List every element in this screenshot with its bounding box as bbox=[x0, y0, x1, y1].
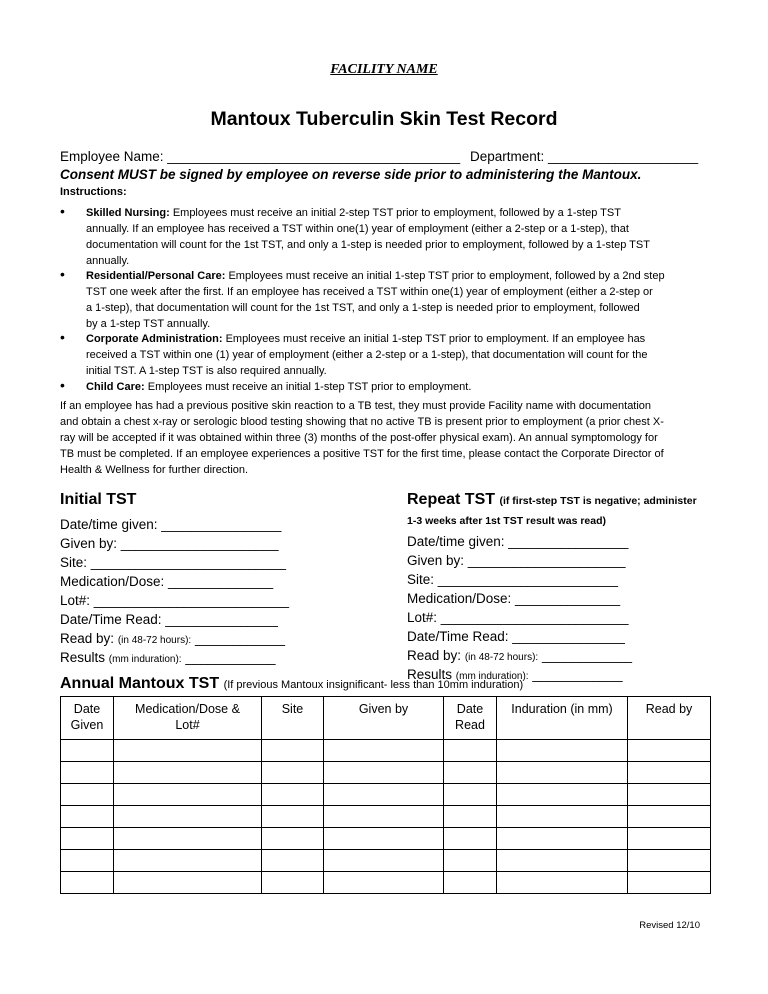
table-cell[interactable] bbox=[497, 806, 628, 828]
table-cell[interactable] bbox=[114, 850, 262, 872]
page-title: Mantoux Tuberculin Skin Test Record bbox=[210, 108, 558, 130]
positive-reaction-paragraph: If an employee has had a previous positive skin reaction to a TB test, they must provide Facility name with documentation and obtain a chest x-ray or serologic blood testing showing that no active TB is present prior to employment (a prior chest X- ray will be accepted if it was obtained within three (3) months of the post-offer physical exam). An annual symptomology for TB must be completed. If an employee experiences a positive TST for the first time, please contact the Corporate Director of Health & Wellness for further direction. bbox=[60, 400, 664, 476]
table-cell[interactable] bbox=[628, 740, 711, 762]
table-cell[interactable] bbox=[628, 872, 711, 894]
table-cell[interactable] bbox=[61, 806, 114, 828]
table-cell[interactable] bbox=[628, 850, 711, 872]
repeat-results-field[interactable]: Results (mm induration): ____________ bbox=[407, 667, 623, 682]
bullet-icon: • bbox=[60, 377, 65, 393]
table-cell[interactable] bbox=[114, 762, 262, 784]
employee-name-field[interactable]: Employee Name: _______________________________________ bbox=[60, 149, 461, 164]
table-cell[interactable] bbox=[497, 740, 628, 762]
table-cell[interactable] bbox=[324, 762, 444, 784]
repeat-medication-field[interactable]: Medication/Dose: ______________ bbox=[407, 591, 621, 606]
repeat-date-read-field[interactable]: Date/Time Read: _______________ bbox=[407, 629, 625, 644]
table-cell[interactable] bbox=[61, 740, 114, 762]
table-cell[interactable] bbox=[262, 806, 324, 828]
instructions-heading: Instructions: bbox=[60, 186, 127, 198]
table-row bbox=[61, 740, 711, 762]
table-cell[interactable] bbox=[262, 740, 324, 762]
repeat-given-by-field[interactable]: Given by: _____________________ bbox=[407, 553, 626, 568]
table-cell[interactable] bbox=[61, 872, 114, 894]
department-field[interactable]: Department: ____________________ bbox=[470, 149, 699, 164]
table-cell[interactable] bbox=[61, 850, 114, 872]
revised-date: Revised 12/10 bbox=[639, 920, 700, 931]
table-cell[interactable] bbox=[324, 872, 444, 894]
table-cell[interactable] bbox=[444, 784, 497, 806]
instruction-residential-care: • Residential/Personal Care: Employees must receive an initial 1-step TST prior to employment, followed by a 2nd step TST one week after the first. If an employee has received a TST within one(1) year of employment (either a 2-step or a 1-step), that documentation will count for the 1st TST, and only a 1-step is needed prior to employment, followed by a 1-step TST annually. bbox=[60, 266, 665, 330]
table-cell[interactable] bbox=[114, 784, 262, 806]
initial-site-field[interactable]: Site: __________________________ bbox=[60, 555, 286, 570]
facility-name: FACILITY NAME bbox=[330, 62, 438, 77]
table-cell[interactable] bbox=[628, 762, 711, 784]
table-cell[interactable] bbox=[444, 740, 497, 762]
table-cell[interactable] bbox=[262, 762, 324, 784]
table-cell[interactable] bbox=[628, 806, 711, 828]
initial-given-by-field[interactable]: Given by: _____________________ bbox=[60, 536, 279, 551]
table-header-row bbox=[61, 697, 711, 740]
table-cell[interactable] bbox=[497, 762, 628, 784]
table-cell[interactable] bbox=[444, 806, 497, 828]
table-cell[interactable] bbox=[444, 828, 497, 850]
column-header-read-by: Read by bbox=[628, 697, 711, 740]
table-cell[interactable] bbox=[114, 872, 262, 894]
repeat-site-field[interactable]: Site: ________________________ bbox=[407, 572, 618, 587]
table-cell[interactable] bbox=[262, 850, 324, 872]
instruction-child-care: • Child Care: Employees must receive an initial 1-step TST prior to employment. bbox=[60, 377, 472, 393]
repeat-date-given-field[interactable]: Date/time given: ________________ bbox=[407, 534, 629, 549]
table-cell[interactable] bbox=[324, 784, 444, 806]
table-cell[interactable] bbox=[444, 850, 497, 872]
annual-mantoux-table bbox=[60, 696, 711, 894]
instruction-label: Skilled Nursing: bbox=[86, 207, 170, 219]
column-header-medication-lot: Medication/Dose & Lot# bbox=[114, 697, 262, 740]
initial-lot-field[interactable]: Lot#: __________________________ bbox=[60, 593, 289, 608]
table-row bbox=[61, 762, 711, 784]
initial-tst-heading: Initial TST bbox=[60, 491, 137, 508]
table-row bbox=[61, 850, 711, 872]
table-cell[interactable] bbox=[444, 872, 497, 894]
table-row bbox=[61, 828, 711, 850]
table-cell[interactable] bbox=[324, 806, 444, 828]
table-row bbox=[61, 806, 711, 828]
table-cell[interactable] bbox=[61, 828, 114, 850]
instruction-label: Child Care: bbox=[86, 381, 145, 393]
table-cell[interactable] bbox=[61, 762, 114, 784]
table-cell[interactable] bbox=[324, 850, 444, 872]
consent-notice: Consent MUST be signed by employee on reverse side prior to administering the Mantoux. bbox=[60, 167, 642, 182]
column-header-site: Site bbox=[262, 697, 324, 740]
table-cell[interactable] bbox=[262, 828, 324, 850]
initial-date-read-field[interactable]: Date/Time Read: _______________ bbox=[60, 612, 278, 627]
instruction-corporate-admin: • Corporate Administration: Employees must receive an initial 1-step TST prior to employment. If an employee has received a TST within one (1) year of employment (either a 2-step or a 1-step), that documentation will count for the initial TST. A 1-step TST is also required annually. bbox=[60, 329, 648, 377]
instruction-label: Corporate Administration: bbox=[86, 333, 223, 345]
instruction-skilled-nursing: • Skilled Nursing: Employees must receive an initial 2-step TST prior to employment, followed by a 1-step TST annually. If an employee has received a TST within one(1) year of employment (either a 2-step or a 1-step), that documentation will count for the 1st TST, and only a 1-step is needed prior to employment, followed by a 1-step TST annually. bbox=[60, 203, 650, 267]
table-cell[interactable] bbox=[444, 762, 497, 784]
column-header-date-read: Date Read bbox=[444, 697, 497, 740]
bullet-icon: • bbox=[60, 203, 65, 219]
table-cell[interactable] bbox=[497, 872, 628, 894]
table-cell[interactable] bbox=[262, 784, 324, 806]
table-cell[interactable] bbox=[497, 784, 628, 806]
table-cell[interactable] bbox=[628, 784, 711, 806]
table-cell[interactable] bbox=[114, 806, 262, 828]
initial-results-field[interactable]: Results (mm induration): ____________ bbox=[60, 650, 276, 665]
bullet-icon: • bbox=[60, 329, 65, 345]
column-header-given-by: Given by bbox=[324, 697, 444, 740]
instruction-label: Residential/Personal Care: bbox=[86, 270, 226, 282]
initial-date-given-field[interactable]: Date/time given: ________________ bbox=[60, 517, 282, 532]
bullet-icon: • bbox=[60, 266, 65, 282]
initial-medication-field[interactable]: Medication/Dose: ______________ bbox=[60, 574, 274, 589]
table-row bbox=[61, 784, 711, 806]
annual-mantoux-heading: Annual Mantoux TST (If previous Mantoux insignificant- less than 10mm induration) bbox=[60, 675, 524, 692]
table-cell[interactable] bbox=[497, 828, 628, 850]
column-header-induration: Induration (in mm) bbox=[497, 697, 628, 740]
repeat-tst-note: 1-3 weeks after 1st TST result was read) bbox=[407, 515, 607, 527]
table-cell[interactable] bbox=[324, 828, 444, 850]
repeat-read-by-field[interactable]: Read by: (in 48-72 hours): ____________ bbox=[407, 648, 633, 663]
table-cell[interactable] bbox=[114, 828, 262, 850]
column-header-date-given: Date Given bbox=[61, 697, 114, 740]
table-row bbox=[61, 872, 711, 894]
repeat-tst-heading: Repeat TST (if first-step TST is negative; administer bbox=[407, 491, 697, 508]
table-cell[interactable] bbox=[61, 784, 114, 806]
initial-read-by-field[interactable]: Read by: (in 48-72 hours): ____________ bbox=[60, 631, 286, 646]
table-cell[interactable] bbox=[324, 740, 444, 762]
table-cell[interactable] bbox=[114, 740, 262, 762]
table-cell[interactable] bbox=[497, 850, 628, 872]
table-cell[interactable] bbox=[262, 872, 324, 894]
repeat-lot-field[interactable]: Lot#: _________________________ bbox=[407, 610, 629, 625]
table-cell[interactable] bbox=[628, 828, 711, 850]
